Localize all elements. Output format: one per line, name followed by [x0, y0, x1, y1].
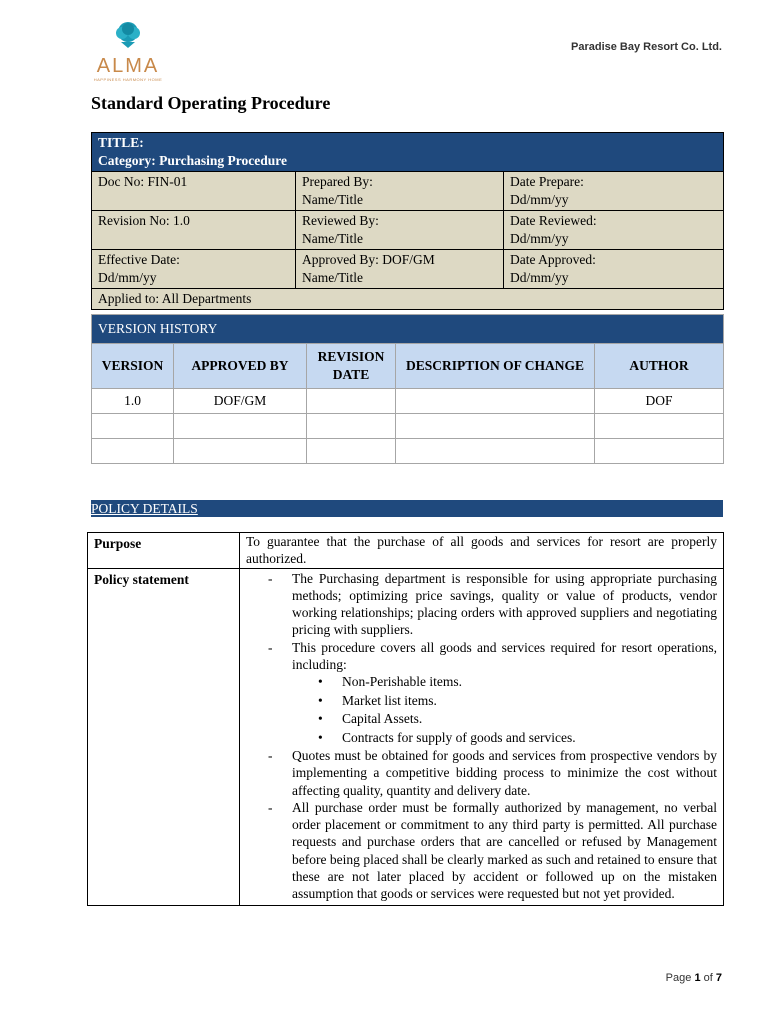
policy-statement-row	[88, 568, 724, 905]
policy-list	[246, 570, 717, 903]
category-label: Category: Purchasing Procedure	[98, 153, 287, 168]
dash-marker: -	[268, 639, 273, 655]
sub-list-item	[292, 729, 717, 747]
policy-details-label: POLICY DETAILS	[91, 501, 198, 516]
bullet-icon: •	[318, 711, 323, 727]
title-label: TITLE:	[98, 135, 144, 150]
list-item	[246, 799, 717, 903]
title-row	[92, 250, 724, 289]
page-title: Standard Operating Procedure	[91, 93, 331, 113]
dash-marker: -	[268, 799, 273, 815]
page-of: of	[703, 972, 713, 984]
page-total: 7	[715, 972, 722, 984]
page-current: 1	[694, 972, 701, 984]
reviewed-by-cell: Reviewed By: Name/Title	[296, 211, 504, 250]
sub-item-text: Non-Perishable items.	[342, 674, 462, 690]
list-item	[246, 747, 717, 799]
sub-item-text: Contracts for supply of goods and services.	[342, 729, 576, 745]
table-cell	[595, 439, 724, 464]
policy-statement-label: Policy statement	[88, 568, 240, 905]
approved-by-cell: Approved By: DOF/GM Name/Title	[296, 250, 504, 289]
table-cell	[174, 439, 307, 464]
purpose-text: To guarantee that the purchase of all goods and services for resort are properly authorized.	[240, 533, 724, 569]
dash-marker: -	[268, 570, 273, 586]
page-number	[666, 972, 722, 984]
bullet-icon: •	[318, 729, 323, 745]
sub-list	[292, 673, 717, 747]
title-block-table	[91, 132, 724, 310]
sub-item-text: Capital Assets.	[342, 711, 423, 727]
date-prepare-cell: Date Prepare: Dd/mm/yy	[504, 172, 724, 211]
table-cell	[174, 414, 307, 439]
applied-to-cell: Applied to: All Departments	[92, 289, 724, 310]
list-item-text: This procedure covers all goods and services required for resort operations, including:	[292, 639, 717, 673]
table-row	[92, 414, 724, 439]
table-row	[92, 389, 724, 414]
company-logo	[88, 20, 168, 83]
bullet-icon: •	[318, 692, 323, 708]
version-history-table	[91, 314, 724, 464]
title-row	[92, 211, 724, 250]
logo-tagline: HAPPINESS HARMONY HOME	[93, 77, 163, 82]
column-header-author: AUTHOR	[595, 344, 724, 389]
table-cell: DOF	[595, 389, 724, 414]
list-item-text: All purchase order must be formally authorized by management, no verbal order placement or commitment to any third party is permitted. All purchase requests and purchase orders that are cancelled or refused by Management before being placed shall be clearly marked as such and retained to ensure that these are not later placed by accident or followed up on the mistaken assumption that goods or services were requested but not yet provided.	[292, 799, 717, 902]
table-cell: DOF/GM	[174, 389, 307, 414]
table-row	[92, 439, 724, 464]
column-header-description: DESCRIPTION OF CHANGE	[396, 344, 595, 389]
table-cell	[92, 439, 174, 464]
logo-text: ALMA	[96, 55, 160, 77]
sub-list-item	[292, 692, 717, 710]
date-approved-cell: Date Approved: Dd/mm/yy	[504, 250, 724, 289]
date-reviewed-cell: Date Reviewed: Dd/mm/yy	[504, 211, 724, 250]
table-cell	[307, 439, 396, 464]
column-header-version: VERSION	[92, 344, 174, 389]
table-cell	[307, 414, 396, 439]
purpose-row	[88, 533, 724, 569]
company-name: Paradise Bay Resort Co. Ltd.	[571, 41, 722, 53]
table-cell	[396, 389, 595, 414]
revision-no-cell: Revision No: 1.0	[92, 211, 296, 250]
bullet-icon: •	[318, 674, 323, 690]
table-cell	[595, 414, 724, 439]
column-header-revision-date: REVISION DATE	[307, 344, 396, 389]
policy-details-table	[87, 532, 724, 906]
list-item-text: Quotes must be obtained for goods and services from prospective vendors by implementing a competitive bidding process to minimize the cost without affecting quality, quantity and delivery date.	[292, 748, 717, 798]
prepared-by-cell: Prepared By: Name/Title	[296, 172, 504, 211]
sub-list-item	[292, 673, 717, 691]
column-header-approved-by: APPROVED BY	[174, 344, 307, 389]
list-item-text: The Purchasing department is responsible for using appropriate purchasing methods; optimizing price savings, quality or value of products, vendor working relationships; placing orders with approved suppliers and negotiating pricing with suppliers.	[292, 570, 717, 638]
table-cell	[92, 414, 174, 439]
doc-no-cell: Doc No: FIN-01	[92, 172, 296, 211]
table-cell	[396, 414, 595, 439]
page-prefix: Page	[665, 972, 692, 984]
purpose-label: Purpose	[88, 533, 240, 569]
shell-logo-icon	[113, 20, 143, 50]
list-item	[246, 570, 717, 639]
policy-statement-content	[240, 568, 724, 905]
policy-details-title	[91, 500, 723, 517]
dash-marker: -	[268, 748, 273, 763]
table-cell	[307, 389, 396, 414]
sub-list-item	[292, 710, 717, 728]
effective-date-cell: Effective Date: Dd/mm/yy	[92, 250, 296, 289]
table-cell	[396, 439, 595, 464]
version-history-title: VERSION HISTORY	[92, 315, 724, 344]
title-header-cell	[92, 133, 724, 172]
table-cell: 1.0	[92, 389, 174, 414]
list-item	[246, 639, 717, 747]
title-row	[92, 172, 724, 211]
sub-item-text: Market list items.	[342, 692, 437, 708]
